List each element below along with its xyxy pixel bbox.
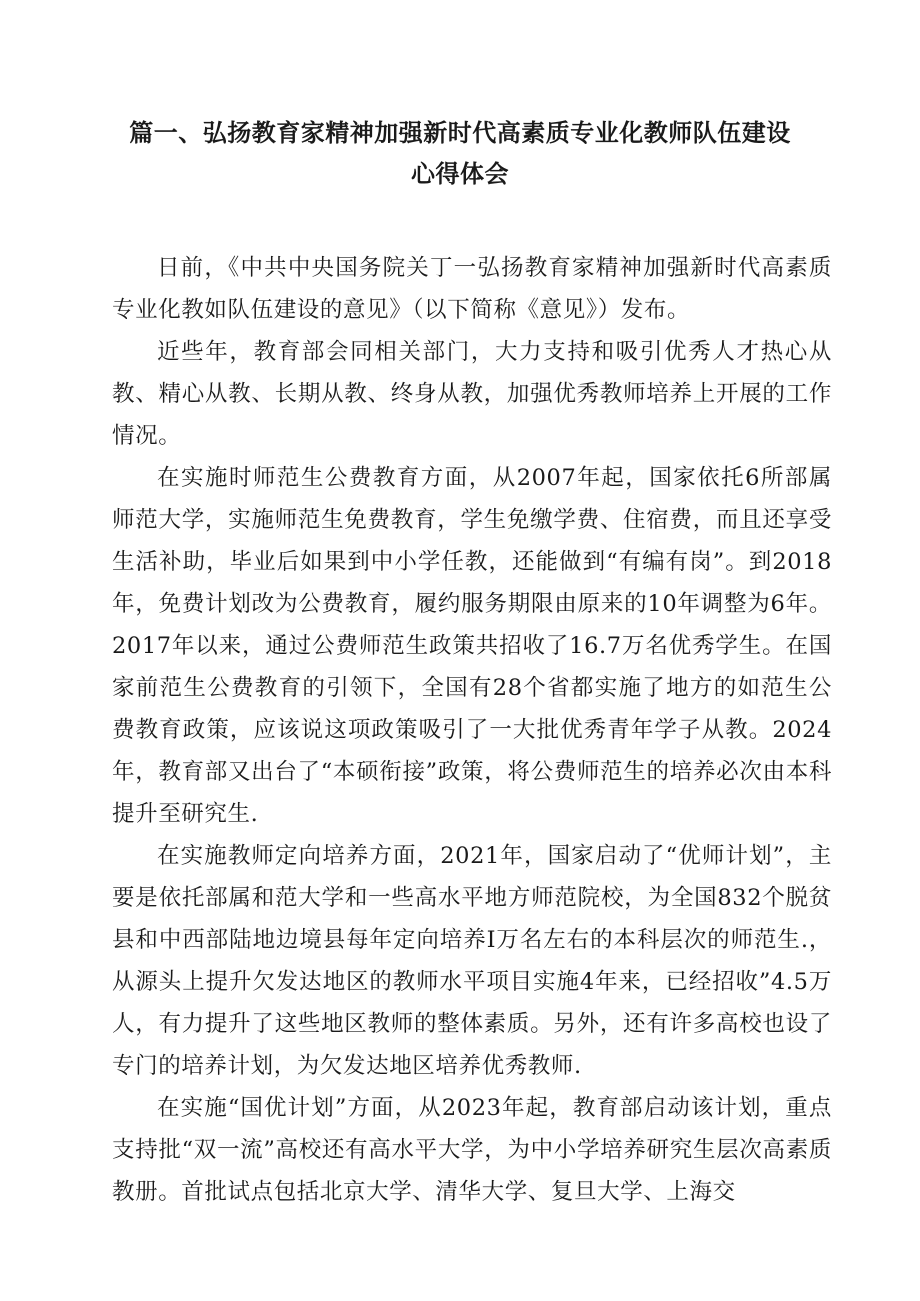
- document-body: [112, 247, 832, 1213]
- document-title-line-1: 篇一、弘扬教育家精神加强新时代高素质专业化教师队伍建设: [129, 119, 791, 147]
- paragraph-intro: 日前，《中共中央国务院关丁一弘扬教育家精神加强新时代高素质专业化教如队伍建设的意见》（以下简称《意见》）发布。: [112, 255, 832, 323]
- paragraph-targeted-training: 在实施教师定向培养方面，2021年，国家启动了“优师计划”，主要是依托部属和范大学和一些高水平地方师范院校，为全国832个脱贫县和中西部陆地边境县每年定向培养I万名左右的本科层次的师范生.，从源头上提升欠发达地区的教师水平项目实施4年来，已经招收”4.5万人，有力提升了这些地区教师的整体素质。另外，还有许多高校也设了专门的培养计划，为欠发达地区培养优秀教师.: [112, 843, 832, 1079]
- paragraph-public-funded-education: 在实施时师范生公费教育方面，从2007年起，国家依托6所部属师范大学，实施师范生免费教育，学生免缴学费、住宿费，而且还享受生活补助，毕业后如果到中小学任教，还能做到“有编有岗”。到2018年，免费计划改为公费教育，履约服务期限由原来的10年调整为6年。2017年以来，通过公费师范生政策共招收了16.7万名优秀学生。在国家前范生公费教育的引领下，全国有28个省都实施了地方的如范生公费教育政策，应该说这项政策吸引了一大批优秀青年学子从教。2024年，教育部又出台了“本硕衔接”政策，将公费师范生的培养必次由本科提升至研究生.: [112, 465, 832, 827]
- paragraph-guoyou-plan: 在实施“国优计划”方面，从2023年起，教育部启动该计划，重点支持批“双一流”高校还有高水平大学，为中小学培养研究生层次高素质教册。首批试点包括北京大学、清华大学、复旦大学、上海交: [112, 1095, 832, 1205]
- document-title-line-2: 心得体会: [411, 160, 509, 188]
- paragraph-overview: 近些年，教育部会同相关部门，大力支持和吸引优秀人才热心从教、精心从教、长期从教、终身从教，加强优秀教师培养上开展的工作情况。: [112, 339, 832, 449]
